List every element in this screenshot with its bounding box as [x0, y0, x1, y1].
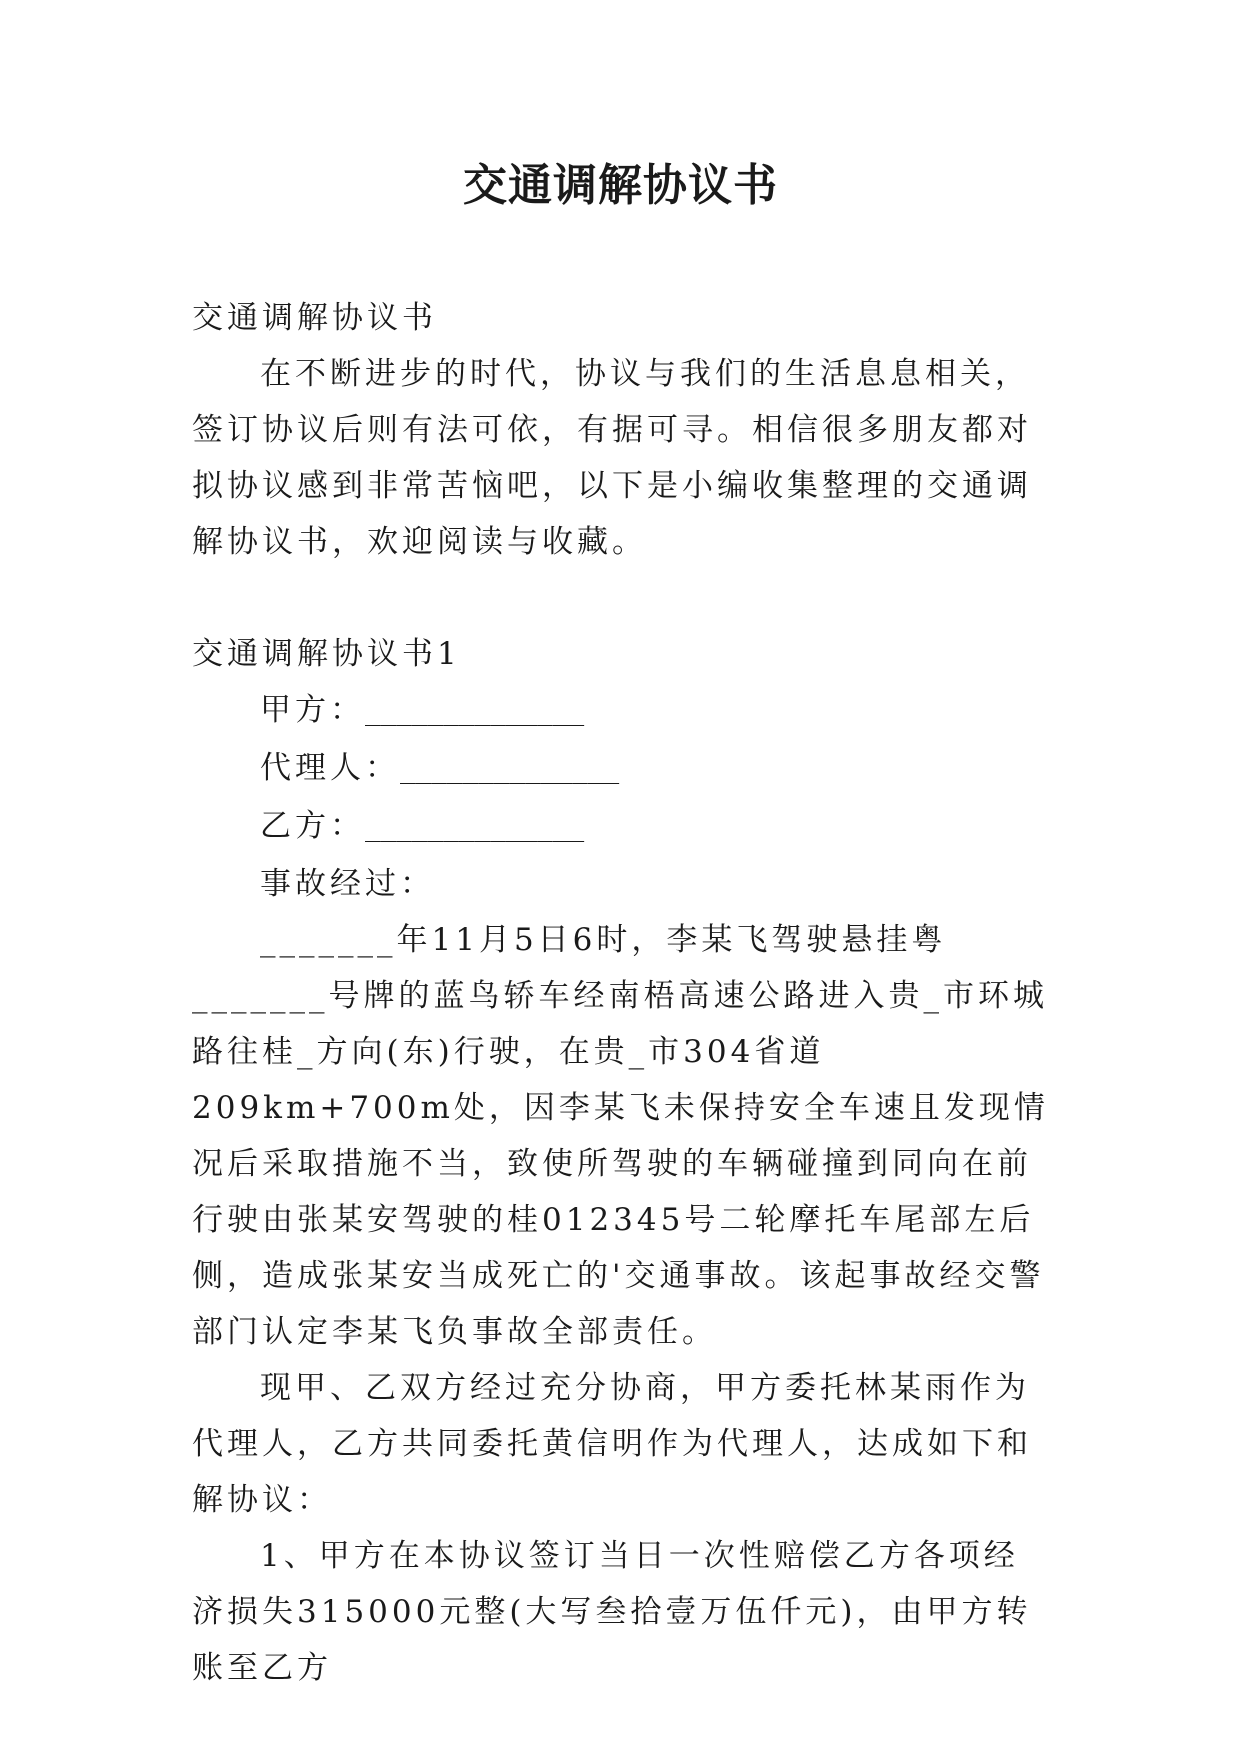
party-b-label: 乙方： — [260, 808, 365, 844]
intro-paragraph: 在不断进步的时代，协议与我们的生活息息相关，签订协议后则有法可依，有据可寻。相信很多朋友都对拟协议感到非常苦恼吧，以下是小编收集整理的交通调解协议书，欢迎阅读与收藏。 — [192, 356, 1032, 560]
party-a-blank: ______________ — [365, 697, 585, 727]
document-body — [192, 290, 1052, 1696]
document-subtitle: 交通调解协议书 — [192, 300, 437, 336]
agent-line — [192, 740, 1052, 798]
page-title: 交通调解协议书 — [463, 160, 778, 211]
accident-paragraph: _______年11月5日6时，李某飞驾驶悬挂粤_______号牌的蓝鸟轿车经南梧高速公路进入贵_市环城路往桂_方向(东)行驶，在贵_市304省道209km+700m处，因李某飞未保持安全车速且发现情况后采取措施不当，致使所驾驶的车辆碰撞到同向在前行驶由张某安驾驶的桂012345号二轮摩托车尾部左后侧，造成张某安当成死亡的'交通事故。该起事故经交警部门认定李某飞负事故全部责任。 — [192, 922, 1049, 1350]
agent-label: 代理人： — [260, 750, 400, 786]
party-b-line — [192, 798, 1052, 856]
section-heading: 交通调解协议书1 — [192, 636, 461, 672]
negotiation-paragraph: 现甲、乙双方经过充分协商，甲方委托林某雨作为代理人，乙方共同委托黄信明作为代理人，达成如下和解协议： — [192, 1370, 1032, 1518]
section-spacer — [192, 570, 1052, 626]
party-a-label: 甲方： — [260, 692, 365, 728]
clause-1-paragraph: 1、甲方在本协议签订当日一次性赔偿乙方各项经济损失315000元整(大写叁拾壹万伍仟元)，由甲方转账至乙方 — [192, 1538, 1032, 1686]
party-a-line — [192, 682, 1052, 740]
accident-label: 事故经过： — [260, 866, 435, 902]
party-b-blank: ______________ — [365, 813, 585, 843]
agent-blank: ______________ — [400, 755, 620, 785]
